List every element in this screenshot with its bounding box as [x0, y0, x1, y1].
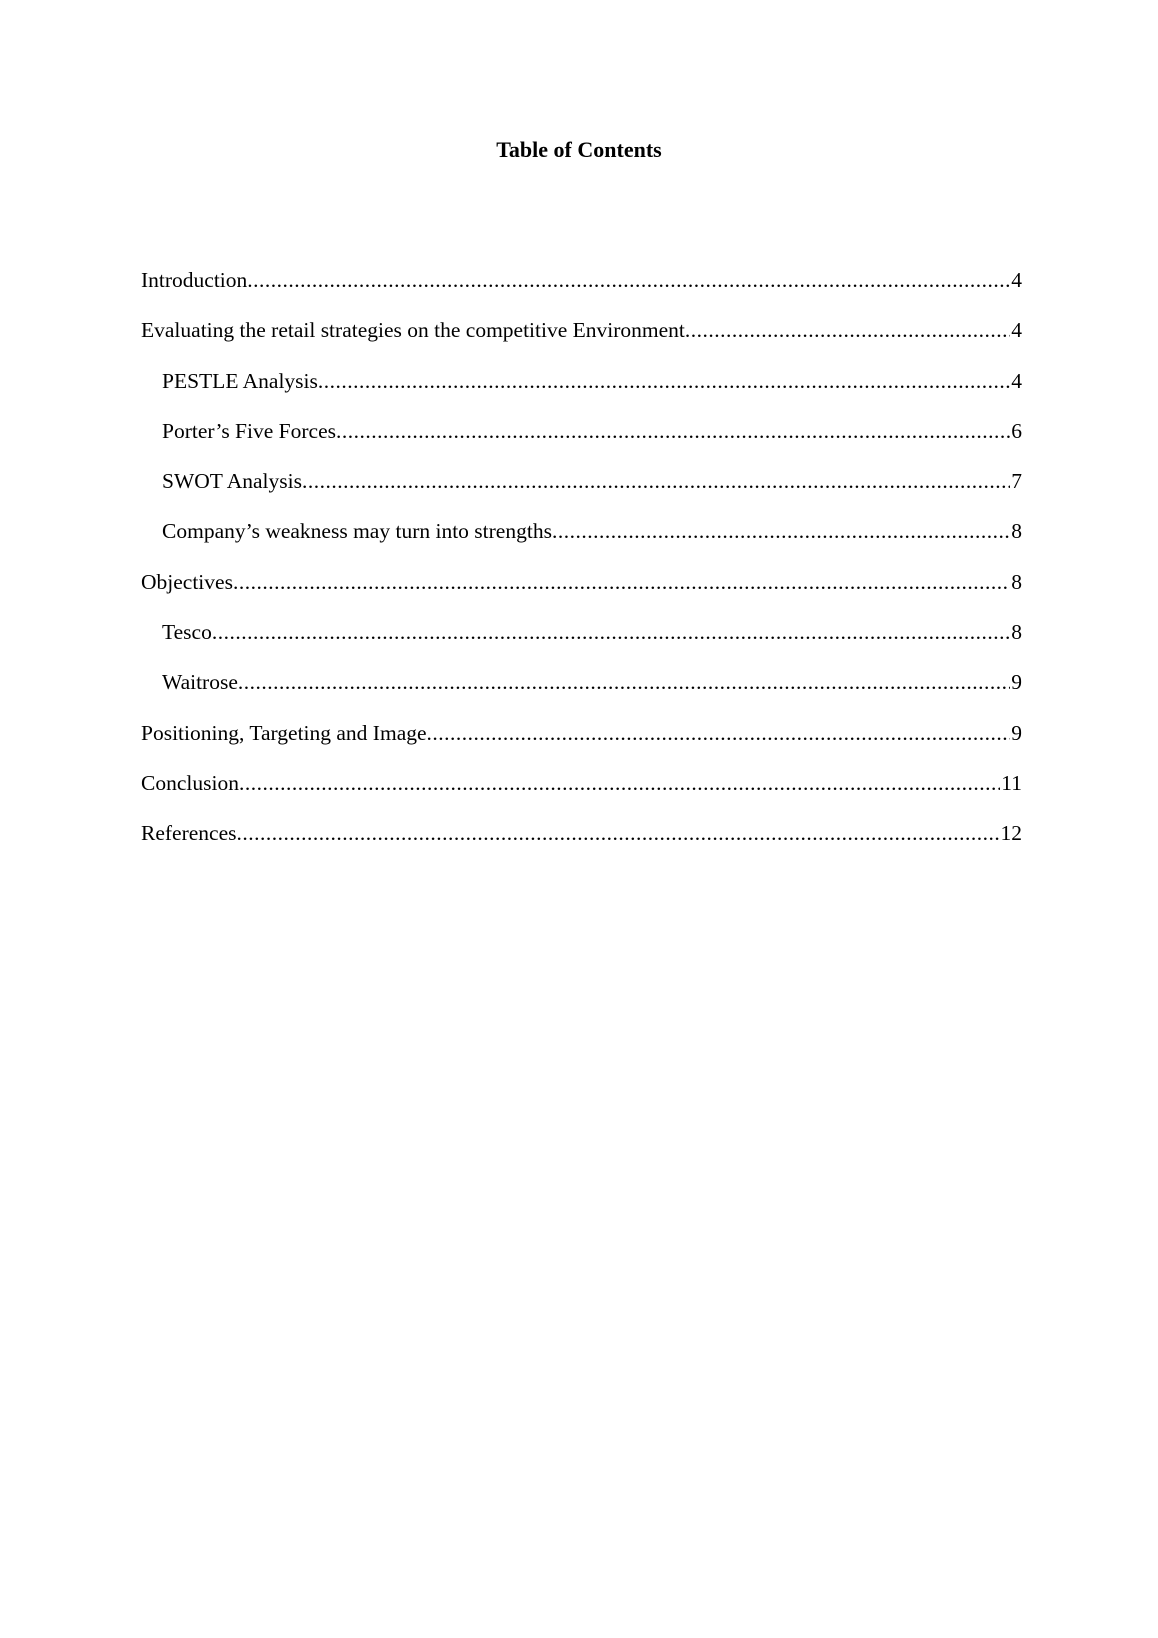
toc-dot-leader: [302, 468, 1010, 494]
toc-entry-label: Introduction: [141, 268, 248, 292]
toc-entry-label: Objectives: [141, 569, 233, 594]
toc-dot-leader: [238, 669, 1010, 695]
toc-dot-leader: [427, 720, 1011, 746]
toc-entry-label: Conclusion: [141, 770, 239, 795]
toc-entry-page: 8: [1011, 519, 1022, 544]
toc-dot-leader: [247, 267, 1010, 293]
toc-entry-porters-five-forces[interactable]: [141, 418, 1022, 468]
toc-entry-page: 9: [1011, 670, 1022, 695]
toc-entry-waitrose[interactable]: [141, 669, 1022, 719]
toc-dot-leader: [212, 619, 1010, 645]
toc-entry-label: Porter’s Five Forces: [162, 418, 336, 443]
toc-entry-references[interactable]: [141, 820, 1022, 870]
toc-entry-label: PESTLE Analysis: [162, 368, 318, 393]
toc-entry-page: 4: [1011, 368, 1022, 393]
toc-entry-tesco[interactable]: [141, 619, 1022, 669]
toc-entry-conclusion[interactable]: [141, 770, 1022, 820]
toc-entry-swot-analysis[interactable]: [141, 468, 1022, 518]
toc-dot-leader: [237, 820, 1000, 846]
toc-entry-page: 9: [1011, 720, 1022, 745]
toc-entry-label: Evaluating the retail strategies on the competitive Environment: [141, 318, 685, 343]
toc-entry-pestle-analysis[interactable]: [141, 368, 1022, 418]
toc-entry-label: References: [141, 821, 237, 846]
toc-title: Table of Contents: [496, 137, 662, 162]
toc-dot-leader: [685, 317, 1010, 343]
toc-entry-evaluating-retail-strategies[interactable]: [141, 317, 1022, 367]
toc-entry-label: SWOT Analysis: [162, 469, 302, 494]
toc-entry-page: 4: [1011, 318, 1022, 343]
toc-entry-introduction[interactable]: [141, 267, 1022, 317]
toc-entry-page: 11: [1001, 770, 1022, 795]
toc-entry-page: 7: [1011, 469, 1022, 494]
toc-entry-label: Tesco: [162, 620, 212, 645]
toc-entry-page: 4: [1011, 268, 1022, 292]
toc-dot-leader: [336, 418, 1010, 444]
toc-dot-leader: [239, 770, 1000, 796]
toc-dot-leader: [552, 518, 1010, 544]
toc-entry-page: 6: [1011, 418, 1022, 443]
toc-entry-positioning-targeting-image[interactable]: [141, 720, 1022, 770]
toc-dot-leader: [318, 368, 1010, 394]
toc-dot-leader: [233, 569, 1010, 595]
toc-entry-page: 8: [1011, 620, 1022, 645]
toc-list: [141, 267, 1022, 871]
toc-entry-label: Waitrose: [162, 670, 238, 695]
toc-entry-label: Positioning, Targeting and Image: [141, 720, 427, 745]
toc-entry-objectives[interactable]: [141, 569, 1022, 619]
toc-entry-company-weakness[interactable]: [141, 518, 1022, 568]
toc-entry-label: Company’s weakness may turn into strengths: [162, 519, 552, 544]
toc-entry-page: 8: [1011, 569, 1022, 594]
toc-entry-page: 12: [1000, 821, 1022, 846]
